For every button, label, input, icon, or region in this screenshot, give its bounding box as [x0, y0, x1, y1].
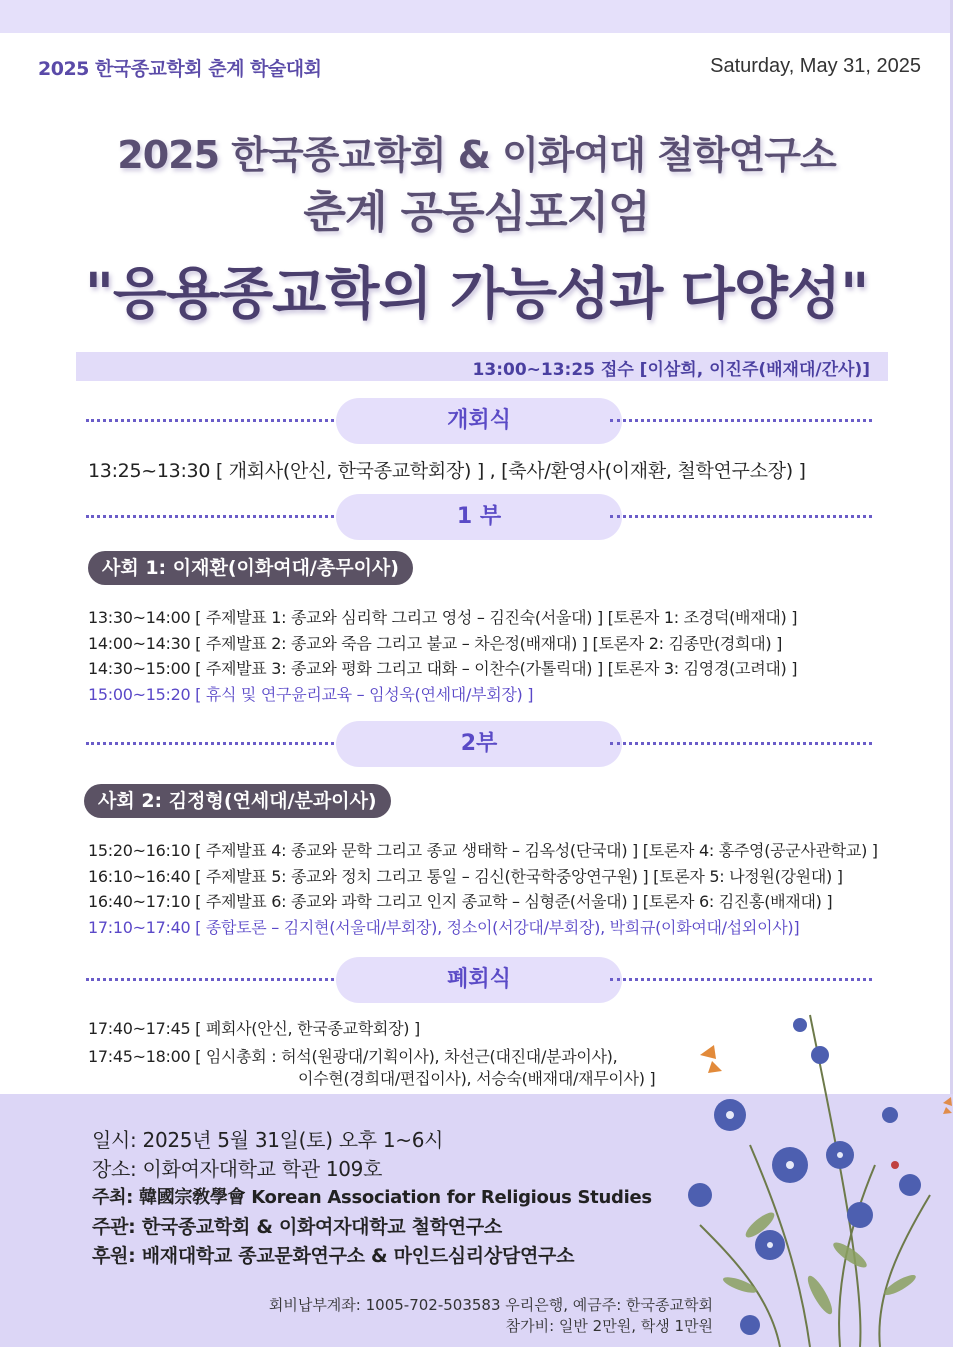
dotted-rule-right [610, 419, 872, 422]
top-band [0, 0, 953, 33]
part1-line-1: 13:30~14:00 [ 주제발표 1: 종교와 심리학 그리고 영성 – 김진숙(서울대) ] [토론자 1: 조경덕(배재대) ] [88, 608, 798, 627]
dotted-rule-right [610, 742, 872, 745]
chair-badge-2: 사회 2: 김정형(연세대/분과이사) [84, 784, 391, 818]
info-organizer: 주관: 한국종교학회 & 이화여자대학교 철학연구소 [92, 1216, 502, 1238]
part2-line-1: 15:20~16:10 [ 주제발표 4: 종교와 문학 그리고 종교 생태학 – 김옥성(단국대) ] [토론자 4: 홍주영(공군사관학교) ] [88, 841, 878, 860]
dotted-rule-right [610, 515, 872, 518]
title-line-2: 춘계 공동심포지엄 [303, 187, 650, 238]
title-line-1: 2025 한국종교학회 & 이화여대 철학연구소 [117, 133, 836, 177]
info-host: 주최: 韓國宗敎學會 Korean Association for Religious Studies [92, 1187, 652, 1208]
header-event-name: 2025 한국종교학회 춘계 학술대회 [38, 58, 322, 80]
part2-line-2: 16:10~16:40 [ 주제발표 5: 종교와 정치 그리고 통일 – 김신(한국학중앙연구원) ] [토론자 5: 나정원(강원대) ] [88, 867, 843, 886]
registration-bar [76, 352, 888, 381]
dotted-rule-left [86, 515, 346, 518]
section-label-part2: 2부 [336, 721, 622, 767]
fee-account: 회비납부계좌: 1005-702-503583 우리은행, 예금주: 한국종교학회 [268, 1296, 713, 1314]
section-label-part1: 1 부 [336, 494, 622, 540]
closing-line-3: 이수현(경희대/편집이사), 서승숙(배재대/재무이사) ] [298, 1069, 656, 1088]
info-date: 일시: 2025년 5월 31일(토) 오후 1~6시 [92, 1128, 444, 1152]
dotted-rule-left [86, 742, 346, 745]
flower-illustration [660, 995, 953, 1347]
dotted-rule-left [86, 419, 346, 422]
part2-line-3: 16:40~17:10 [ 주제발표 6: 종교와 과학 그리고 인지 종교학 – 심형준(서울대) ] [토론자 6: 김진홍(배재대) ] [88, 892, 833, 911]
section-label-closing: 폐회식 [336, 957, 622, 1003]
part1-line-4: 15:00~15:20 [ 휴식 및 연구윤리교육 – 임성욱(연세대/부회장) ] [88, 685, 534, 704]
chair-badge-1: 사회 1: 이재환(이화여대/총무이사) [88, 551, 413, 585]
fee-cost: 참가비: 일반 2만원, 학생 1만원 [505, 1317, 713, 1335]
section-part2 [86, 721, 872, 767]
section-opening [86, 398, 872, 444]
title-theme: "응용종교학의 가능성과 다양성" [84, 262, 869, 327]
section-part1 [86, 494, 872, 540]
header-date: Saturday, May 31, 2025 [710, 55, 921, 77]
part1-line-2: 14:00~14:30 [ 주제발표 2: 종교와 죽음 그리고 불교 – 차은정(배재대) ] [토론자 2: 김종만(경희대) ] [88, 634, 783, 653]
info-sponsor: 후원: 배재대학교 종교문화연구소 & 마인드심리상담연구소 [92, 1245, 575, 1267]
part1-line-3: 14:30~15:00 [ 주제발표 3: 종교와 평화 그리고 대화 – 이찬수(가톨릭대) ] [토론자 3: 김영경(고려대) ] [88, 659, 798, 678]
closing-line-2: 17:45~18:00 [ 임시총회 : 허석(원광대/기획이사), 차선근(대진대/분과이사), [88, 1047, 618, 1066]
closing-line-1: 17:40~17:45 [ 폐회사(안신, 한국종교학회장) ] [88, 1019, 420, 1038]
info-place: 장소: 이화여자대학교 학관 109호 [92, 1157, 383, 1181]
section-label-opening: 개회식 [336, 398, 622, 444]
dotted-rule-left [86, 978, 346, 981]
dotted-rule-right [610, 978, 872, 981]
part2-line-4: 17:10~17:40 [ 종합토론 – 김지현(서울대/부회장), 정소이(서강대/부회장), 박희규(이화여대/섭외이사)] [88, 918, 800, 937]
opening-line: 13:25~13:30 [ 개회사(안신, 한국종교학회장) ] , [축사/환영사(이재환, 철학연구소장) ] [88, 460, 806, 482]
registration-text: 13:00~13:25 접수 [이삼희, 이진주(배재대/간사)] [472, 360, 870, 380]
